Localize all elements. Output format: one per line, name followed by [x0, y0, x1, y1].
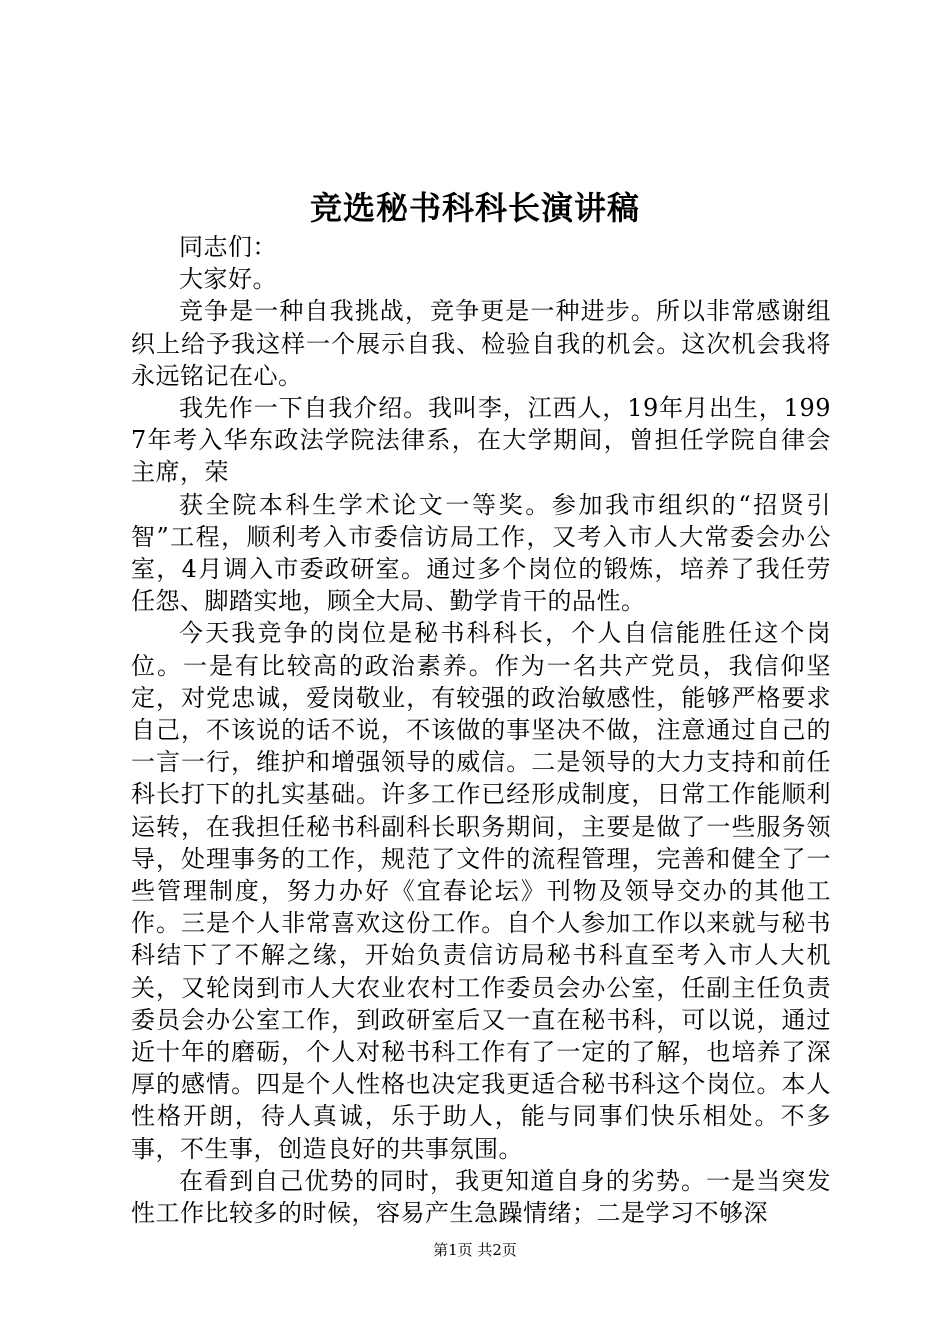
- paragraph: 同志们：: [179, 233, 277, 261]
- page-footer: 第1页 共2页: [433, 1241, 517, 1259]
- paragraph: 竞争是一种自我挑战，竞争更是一种进步。所以非常感谢组织上给予我这样一个展示自我、检验自我的机会。这次机会我将永远铭记在心。: [131, 297, 831, 390]
- document-title: 竞选秘书科科长演讲稿: [309, 189, 640, 227]
- paragraph: 我先作一下自我介绍。我叫李，江西人，19年月出生，1997年考入华东政法学院法律系，在大学期间，曾担任学院自律会主席，荣: [131, 394, 831, 487]
- paragraph: 大家好。: [179, 265, 277, 294]
- paragraph: 在看到自己优势的同时，我更知道自身的劣势。一是当突发性工作比较多的时候，容易产生急躁情绪；二是学习不够深: [131, 1166, 831, 1228]
- paragraph: 获全院本科生学术论文一等奖。参加我市组织的“招贤引智”工程，顺利考入市委信访局工作，又考入市人大常委会办公室，4月调入市委政研室。通过多个岗位的锻炼，培养了我任劳任怨、脚踏实地，顾全大局、勤学肯干的品性。: [131, 490, 831, 616]
- paragraph: 今天我竞争的岗位是秘书科科长，个人自信能胜任这个岗位。一是有比较高的政治素养。作为一名共产党员，我信仰坚定，对党忠诚，爱岗敬业，有较强的政治敏感性，能够严格要求自己，不该说的话不说，不该做的事坚决不做，注意通过自己的一言一行，维护和增强领导的威信。二是领导的大力支持和前任科长打下的扎实基础。许多工作已经形成制度，日常工作能顺利运转，在我担任秘书科副科长职务期间，主要是做了一些服务领导，处理事务的工作，规范了文件的流程管理，完善和健全了一些管理制度，努力办好《宜春论坛》刊物及领导交办的其他工作。三是个人非常喜欢这份工作。自个人参加工作以来就与秘书科结下了不解之缘，开始负责信访局秘书科直至考入市人大机关，又轮岗到市人大农业农村工作委员会办公室，任副主任负责委员会办公室工作，到政研室后又一直在秘书科，可以说，通过近十年的磨砺，个人对秘书科工作有了一定的了解，也培养了深厚的感情。四是个人性格也决定我更适合秘书科这个岗位。本人性格开朗，待人真诚，乐于助人，能与同事们快乐相处。不多事，不生事，创造良好的共事氛围。: [131, 619, 831, 1163]
- document-body: [131, 231, 831, 1229]
